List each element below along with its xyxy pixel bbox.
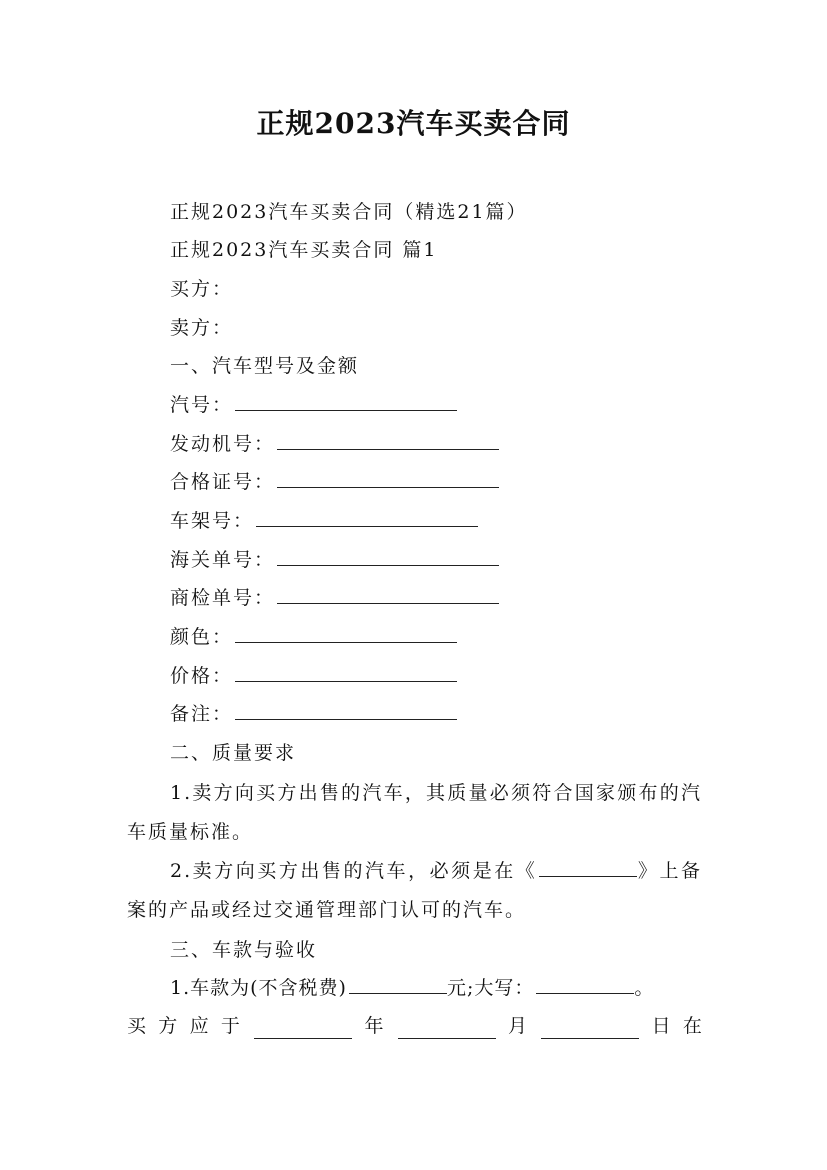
remark-row [170,701,457,727]
price-row [170,663,457,689]
car-number-label: 汽号： [170,394,234,416]
section-3-heading: 三、车款与验收 [170,939,318,961]
color-label: 颜色： [170,626,234,648]
price-label: 价格： [170,665,234,687]
color-blank[interactable] [235,624,457,643]
inspection-number-blank[interactable] [277,585,499,604]
quality-paragraph-1 [127,774,702,851]
remark-blank[interactable] [235,701,457,720]
certificate-number-label: 合格证号： [170,471,276,493]
word-in: 在 [682,1015,702,1037]
payment-year-blank[interactable] [254,1020,352,1039]
inspection-number-label: 商检单号： [170,587,276,609]
payment-capital-blank[interactable] [536,975,634,994]
payment-date-row [127,1013,702,1039]
payment-amount-blank[interactable] [349,975,447,994]
word-should: 应 [189,1015,209,1037]
section-2-heading: 二、质量要求 [170,742,297,764]
price-blank[interactable] [235,663,457,682]
certificate-number-row [170,469,499,495]
word-buyer-2: 方 [158,1015,178,1037]
quality-paragraph-2-text-b: 》上备案的产品或经过交通管理部门认可的汽车。 [127,860,702,921]
engine-number-label: 发动机号： [170,433,276,455]
payment-text-a: 1.车款为(不含税费) [170,977,347,999]
catalog-name-blank[interactable] [539,858,637,877]
payment-text-c: 。 [634,977,655,999]
frame-number-blank[interactable] [256,508,478,527]
inspection-number-row [170,585,499,611]
payment-row [170,975,654,1001]
buyer-label: 买方： [170,278,234,300]
customs-number-row [170,547,499,573]
car-number-row [170,392,457,418]
quality-paragraph-1-text: 1.卖方向买方出售的汽车，其质量必须符合国家颁布的汽车质量标准。 [127,782,702,843]
word-at: 于 [220,1015,240,1037]
car-number-blank[interactable] [235,392,457,411]
frame-number-row [170,508,478,534]
payment-month-blank[interactable] [398,1020,496,1039]
payment-day-blank[interactable] [541,1020,639,1039]
customs-number-label: 海关单号： [170,549,276,571]
day-label: 日 [651,1015,671,1037]
subtitle: 正规2023汽车买卖合同（精选21篇） [170,201,528,223]
month-label: 月 [508,1015,528,1037]
chapter-heading: 正规2023汽车买卖合同 篇1 [170,239,438,261]
quality-paragraph-2 [127,852,702,929]
remark-label: 备注： [170,703,234,725]
word-buyer-1: 买 [127,1015,147,1037]
color-row [170,624,457,650]
seller-label: 卖方： [170,317,234,339]
engine-number-row [170,431,499,457]
frame-number-label: 车架号： [170,510,255,532]
engine-number-blank[interactable] [277,431,499,450]
certificate-number-blank[interactable] [277,469,499,488]
quality-paragraph-2-text-a: 2.卖方向买方出售的汽车，必须是在《 [170,860,538,882]
customs-number-blank[interactable] [277,547,499,566]
year-label: 年 [364,1015,384,1037]
payment-text-b: 元;大写： [446,977,535,999]
document-title: 正规2023汽车买卖合同 [256,107,571,140]
section-1-heading: 一、汽车型号及金额 [170,355,360,377]
